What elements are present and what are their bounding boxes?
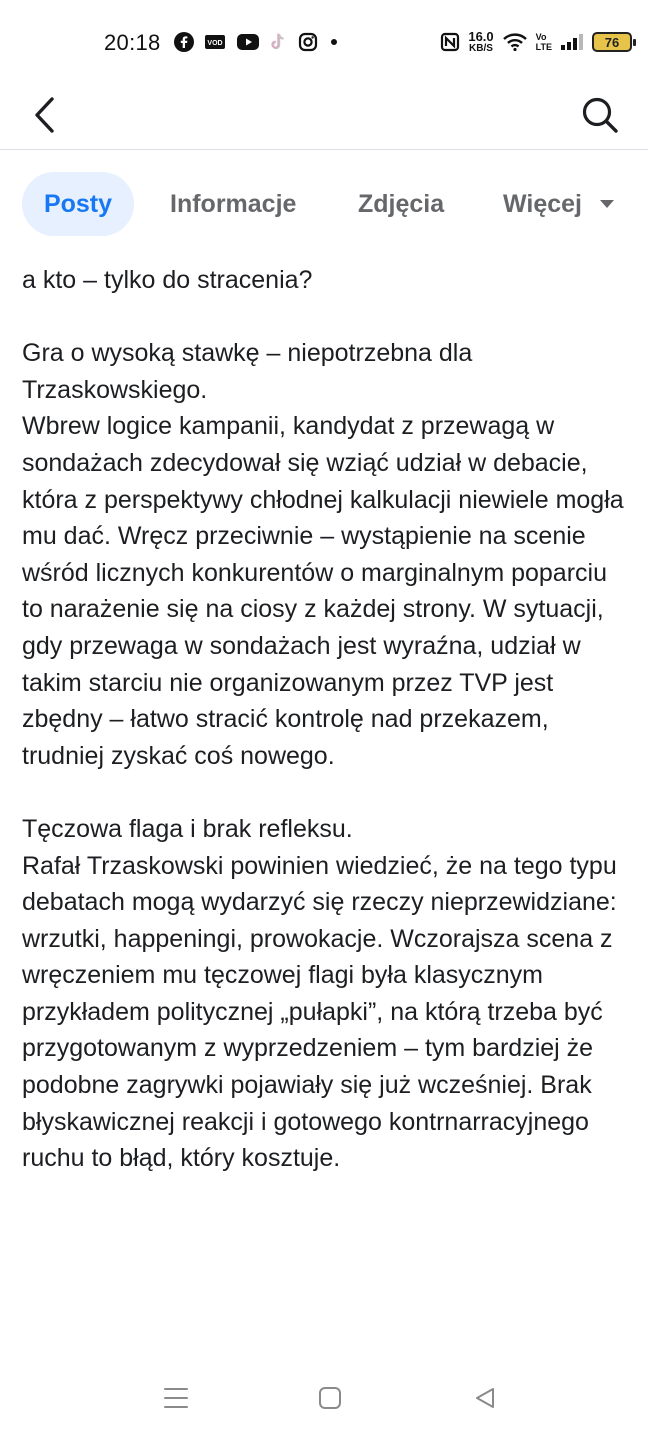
home-button[interactable] xyxy=(305,1380,355,1416)
post-paragraph: a kto – tylko do stracenia? xyxy=(22,266,313,294)
system-icons xyxy=(440,30,632,54)
youtube-icon xyxy=(236,33,260,51)
post-paragraph: Tęczowa flaga i brak refleksu. Rafał Trzaskowski powinien wiedzieć, że na tego typu debatach mogą wydarzyć się rzeczy nieprzewidziane: wrzutki, happeningi, prowokacje. Wczorajsza scena z wręczeniem mu tęczowej flagi była klasycznym przykładem politycznej „pułapki”, na którą trzeba być przygotowanym z wyprzedzeniem – tym bardziej że podobne zagrywki pojawiały się już wcześniej. Brak błyskawicznej reakcji i gotowego kontrnarracyjnego ruchu to błąd, który kosztuje. xyxy=(22,814,617,1173)
instagram-icon xyxy=(298,32,318,52)
tab-posts[interactable] xyxy=(22,172,134,236)
chevron-left-icon xyxy=(32,96,56,134)
back-button[interactable] xyxy=(24,92,64,138)
profile-tabs xyxy=(0,170,648,240)
tab-label: Posty xyxy=(43,189,113,218)
system-navigation-bar xyxy=(0,1370,648,1440)
status-bar xyxy=(0,0,648,86)
back-triangle-icon xyxy=(473,1386,497,1410)
facebook-icon xyxy=(174,32,194,52)
post-paragraph: Gra o wysoką stawkę – niepotrzebna dla Trzaskowskiego. Wbrew logice kampanii, kandydat z przewagą w sondażach zdecydował się wziąć udział w debacie, która z perspektywy chłodnej kalkulacji niewiele mogła mu dać. Wręcz przeciwnie – wystąpienie na scenie wśród licznych konkurentów o marginalnym poparciu to narażenie się na ciosy z każdej strony. W sytuacji, gdy przewaga w sondażach jest wyraźna, udział w takim starciu nie organizowanym przez TVP jest zbędny – łatwo stracić kontrolę nad przekazem, trudniej zyskać coś nowego. xyxy=(22,339,624,770)
recent-apps-button[interactable] xyxy=(151,1380,201,1416)
page-header xyxy=(0,86,648,150)
vod-icon xyxy=(204,34,226,50)
tab-label: Więcej xyxy=(503,189,582,218)
network-speed: 16.0 KB/S xyxy=(468,29,494,54)
search-icon xyxy=(581,96,619,134)
menu-icon xyxy=(163,1387,189,1409)
home-icon xyxy=(318,1386,342,1410)
dot-icon xyxy=(328,36,340,48)
nfc-icon xyxy=(440,32,460,52)
tab-photos[interactable] xyxy=(358,172,444,236)
wifi-icon xyxy=(502,32,528,52)
post-text xyxy=(22,262,626,1177)
battery-icon xyxy=(592,32,632,52)
tiktok-icon xyxy=(270,32,288,52)
tab-label: Zdjęcia xyxy=(358,189,445,218)
system-back-button[interactable] xyxy=(460,1380,510,1416)
search-button[interactable] xyxy=(578,92,622,138)
battery-level: 76 xyxy=(604,34,620,50)
volte-indicator: Vo LTE xyxy=(535,32,552,52)
tab-more[interactable] xyxy=(503,172,614,236)
tab-label: Informacje xyxy=(170,189,297,218)
signal-icon xyxy=(560,33,584,51)
svg-text:VOD: VOD xyxy=(207,40,223,47)
tab-information[interactable] xyxy=(170,172,296,236)
status-time: 20:18 xyxy=(104,30,161,55)
caret-down-icon xyxy=(600,200,614,208)
notification-icons xyxy=(174,32,340,52)
